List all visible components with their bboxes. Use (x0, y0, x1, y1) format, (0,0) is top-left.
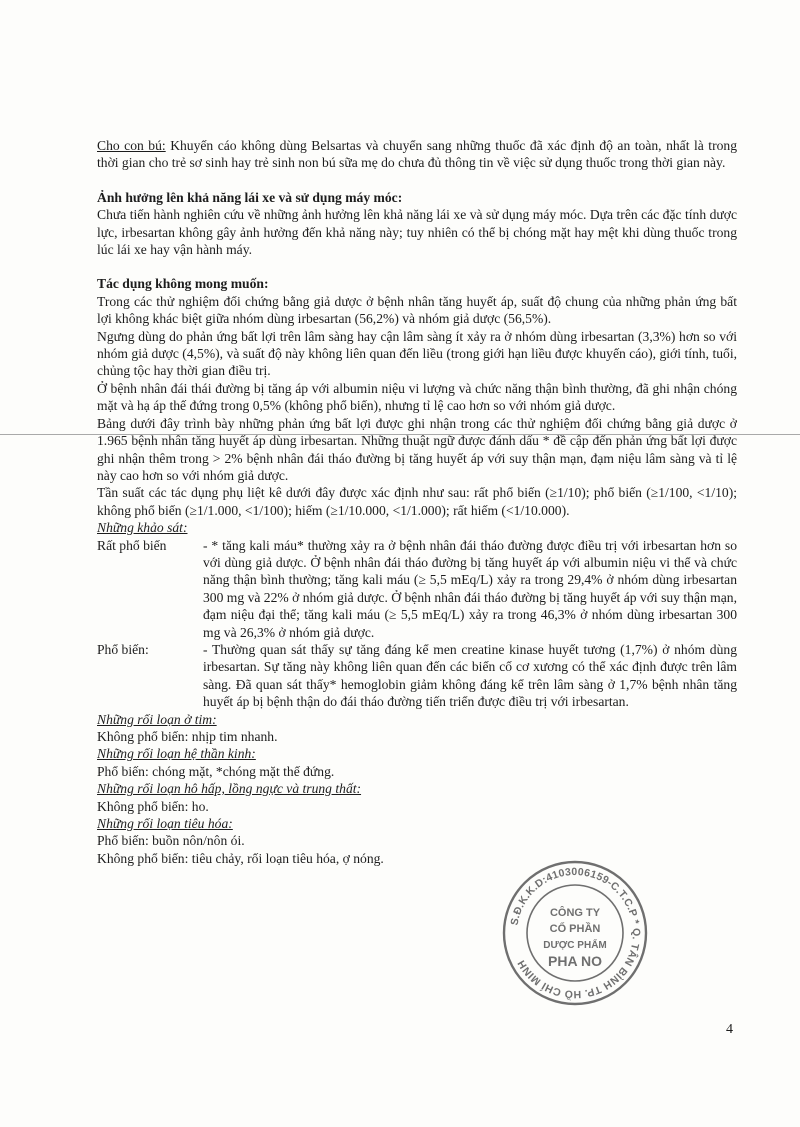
common-text: - Thường quan sát thấy sự tăng đáng kể men creatine kinase huyết tương (1,7%) ở nhóm dùng irbesartan. Sự tăng này không liên quan đến các biến cố cơ xương có thể xác định được trên lâm sàng. Đã quan sát thấy* hemoglobin giảm không đáng kể trên lâm sàng ở 1,7% bệnh nhân tăng huyết áp bị bệnh thận do đái tháo đường tiến triển được điều trị với irbesartan. (203, 641, 737, 710)
common-row (97, 641, 737, 711)
adverse-paragraph-2: Ngưng dùng do phản ứng bất lợi trên lâm sàng hay cận lâm sàng ít xảy ra ở nhóm dùng irbesartan (3,3%) hơn so với nhóm giả dược (4,5%), và suất độ này không liên quan đến liều (trong giới hạn liều được khuyến cáo), giới tính, tuổi, chủng tộc hay thời gian điều trị. (97, 328, 737, 379)
nervous-heading: Những rối loạn hệ thần kinh: (97, 746, 256, 762)
very-common-label: Rất phổ biến (97, 537, 167, 553)
adverse-heading: Tác dụng không mong muốn: (97, 276, 269, 292)
breastfeeding-text: Khuyến cáo không dùng Belsartas và chuyển sang những thuốc đã xác định độ an toàn, nhất là trong thời gian cho trẻ sơ sinh hay trẻ sinh non bú sữa mẹ do chưa đủ thông tin về việc sử dụng thuốc trong thời gian này. (97, 138, 737, 171)
page-number: 4 (726, 1022, 733, 1037)
breastfeeding-paragraph (97, 137, 737, 172)
very-common-row (97, 537, 737, 641)
document-page (97, 137, 737, 867)
gi-heading: Những rối loạn tiêu hóa: (97, 816, 233, 832)
adverse-paragraph-5: Tần suất các tác dụng phụ liệt kê dưới đây được xác định như sau: rất phổ biến (≥1/10); phổ biến (≥1/100, <1/10); không phổ biến (≥1/1.000, <1/100); hiếm (≥1/10.000, <1/1.000); rất hiếm (<1/10.000). (97, 485, 737, 518)
stamp-line-3: DƯỢC PHẨM (543, 940, 607, 951)
stamp-line-4: PHA NO (548, 953, 602, 969)
respiratory-heading: Những rối loạn hô hấp, lồng ngực và trung thất: (97, 781, 362, 797)
gi-line-1: Phổ biến: buồn nôn/nôn ói. (97, 833, 245, 849)
stamp-line-2: CỔ PHẦN (549, 923, 601, 935)
very-common-text: - * tăng kali máu* thường xảy ra ở bệnh nhân đái tháo đường được điều trị với irbesartan hơn so với dùng giả dược. Ở bệnh nhân đái tháo đường bị tăng huyết áp với albumin niệu vi thể và chức năng thận bình thường; tăng kali máu (≥ 5,5 mEq/L) xảy ra trong 29,4% ở nhóm dùng irbesartan 300 mg và 22% ở nhóm giả dược. Ở bệnh nhân đái tháo đường bị tăng huyết áp với suy thận mạn, đạm niệu đại thể; tăng kali máu (≥ 5,5 mEq/L) xảy ra trong 46,3% ở nhóm dùng irbesartan 300 mg và 26,3% ở nhóm giả dược. (203, 537, 737, 640)
adverse-paragraph-3: Ở bệnh nhân đái thái đường bị tăng áp với albumin niệu vi lượng và chức năng thận bình thường, đã ghi nhận chóng mặt và hạ áp thế đứng trong 0,5% (không phổ biến), nhưng tỉ lệ cao hơn so với nhóm giả dược. (97, 380, 737, 414)
company-seal-stamp (500, 858, 650, 1008)
respiratory-line: Không phổ biến: ho. (97, 798, 209, 814)
common-label: Phổ biến: (97, 641, 149, 657)
driving-text: Chưa tiến hành nghiên cứu về những ảnh hưởng lên khả năng lái xe và sử dụng máy móc. Dựa trên các đặc tính dược lực, irbesartan không gây ảnh hưởng đến khả năng này; tuy nhiên có thể bị chóng mặt hay mệt khi dùng thuốc trong lúc lái xe hay vận hành máy. (97, 207, 737, 258)
cardiac-heading: Những rối loạn ở tim: (97, 711, 217, 727)
investigations-heading: Những khảo sát: (97, 520, 188, 536)
adverse-paragraph-4: Bảng dưới đây trình bày những phản ứng bất lợi được ghi nhận trong các thử nghiệm đối chứng bằng giả dược ở 1.965 bệnh nhân tăng huyết áp dùng irbesartan. Những thuật ngữ được đánh dấu * đề cập đến phản ứng bất lợi được ghi nhận thêm trong > 2% bệnh nhân đái tháo đường bị tăng huyết áp với suy thận mạn, đạm niệu lâm sàng và tỉ lệ này cao hơn so với nhóm giả dược. (97, 415, 737, 483)
breastfeeding-label: Cho con bú: (97, 138, 166, 153)
stamp-line-1: CÔNG TY (549, 907, 601, 919)
nervous-line: Phổ biến: chóng mặt, *chóng mặt thế đứng. (97, 763, 335, 779)
gi-line-2: Không phổ biến: tiêu chảy, rối loạn tiêu hóa, ợ nóng. (97, 850, 384, 866)
stamp-ring-text: S.Đ.K.K.D:4103006159-C.T.C.P * Q. TÂN BÌNH TP. HỒ CHÍ MINH (508, 865, 643, 1001)
cardiac-line: Không phổ biến: nhịp tim nhanh. (97, 729, 278, 744)
adverse-paragraph-1: Trong các thử nghiệm đối chứng bằng giả dược ở bệnh nhân tăng huyết áp, suất độ chung của những phản ứng bất lợi không khác biệt giữa nhóm dùng irbesartan (56,2%) và nhóm giả dược (56,5%). (97, 293, 737, 327)
driving-heading: Ảnh hưởng lên khả năng lái xe và sử dụng máy móc: (97, 189, 403, 205)
